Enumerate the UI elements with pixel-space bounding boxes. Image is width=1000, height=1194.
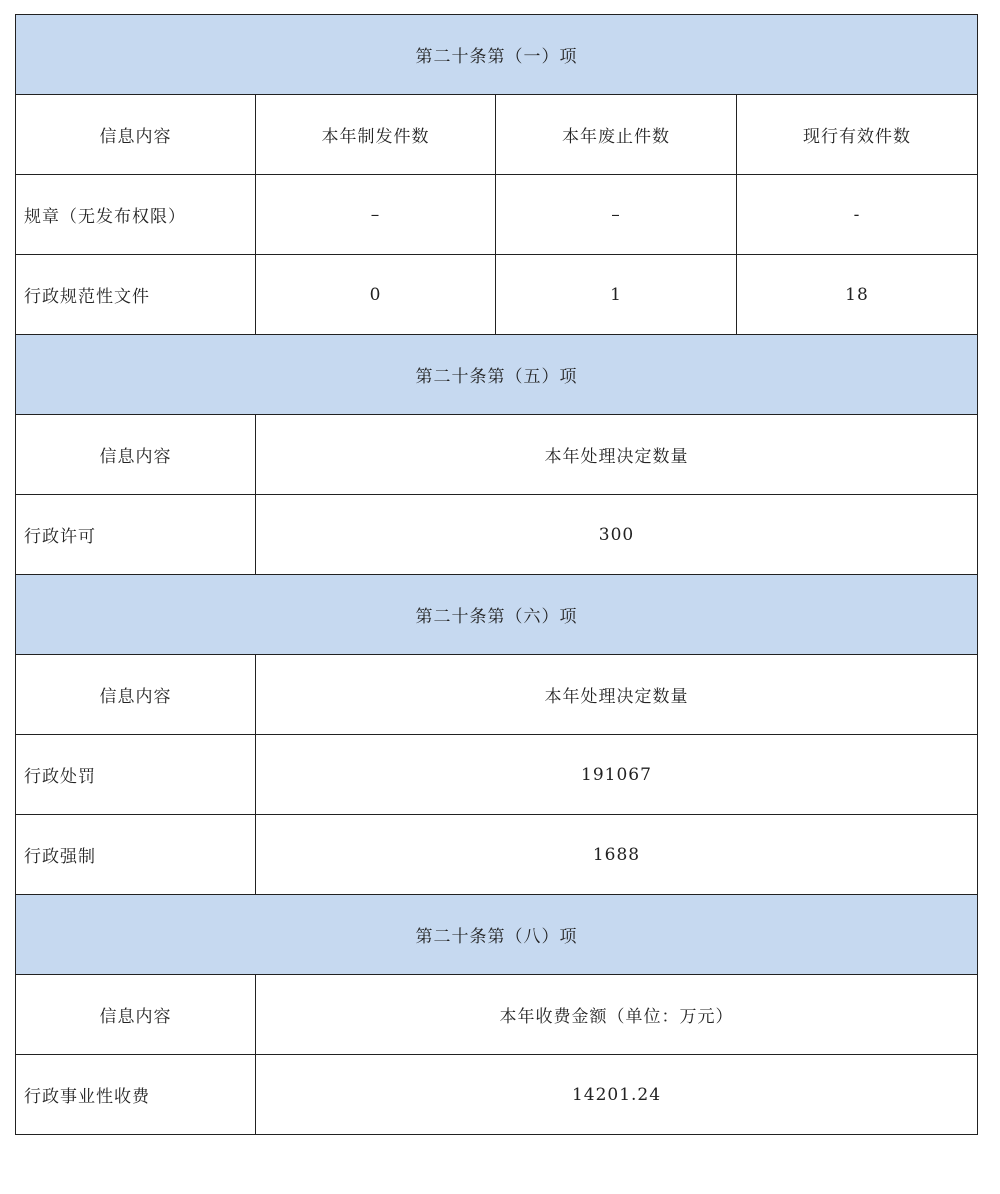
table-row xyxy=(16,1055,978,1135)
column-header-decision-count: 本年处理决定数量 xyxy=(256,415,978,495)
column-header-row xyxy=(16,975,978,1055)
column-header-row xyxy=(16,95,978,175)
cell-value: 18 xyxy=(737,255,978,335)
column-header-issued-count: 本年制发件数 xyxy=(256,95,496,175)
column-header-fee-amount: 本年收费金额（单位：万元） xyxy=(256,975,978,1055)
table-row xyxy=(16,735,978,815)
column-header-info-content: 信息内容 xyxy=(16,415,256,495)
section-title: 第二十条第（八）项 xyxy=(16,895,978,975)
row-label: 行政规范性文件 xyxy=(16,255,256,335)
cell-value: 14201.24 xyxy=(256,1055,978,1135)
section-header-row xyxy=(16,575,978,655)
column-header-info-content: 信息内容 xyxy=(16,975,256,1055)
section-title: 第二十条第（六）项 xyxy=(16,575,978,655)
row-label: 行政事业性收费 xyxy=(16,1055,256,1135)
section-header-row xyxy=(16,15,978,95)
cell-value: – xyxy=(496,175,737,255)
section-title: 第二十条第（一）项 xyxy=(16,15,978,95)
cell-value: 191067 xyxy=(256,735,978,815)
row-label: 行政许可 xyxy=(16,495,256,575)
table-row xyxy=(16,495,978,575)
section-header-row xyxy=(16,895,978,975)
row-label: 行政强制 xyxy=(16,815,256,895)
column-header-repealed-count: 本年废止件数 xyxy=(496,95,737,175)
cell-value: 1 xyxy=(496,255,737,335)
column-header-info-content: 信息内容 xyxy=(16,655,256,735)
cell-value: 0 xyxy=(256,255,496,335)
row-label: 行政处罚 xyxy=(16,735,256,815)
column-header-info-content: 信息内容 xyxy=(16,95,256,175)
column-header-row xyxy=(16,655,978,735)
cell-value: 300 xyxy=(256,495,978,575)
section-title: 第二十条第（五）项 xyxy=(16,335,978,415)
row-label: 规章（无发布权限） xyxy=(16,175,256,255)
table-row xyxy=(16,175,978,255)
cell-value: - xyxy=(737,175,978,255)
column-header-decision-count: 本年处理决定数量 xyxy=(256,655,978,735)
column-header-valid-count: 现行有效件数 xyxy=(737,95,978,175)
column-header-row xyxy=(16,415,978,495)
cell-value: 1688 xyxy=(256,815,978,895)
section-header-row xyxy=(16,335,978,415)
table-row xyxy=(16,815,978,895)
disclosure-table xyxy=(15,14,978,1135)
table-row xyxy=(16,255,978,335)
cell-value: – xyxy=(256,175,496,255)
